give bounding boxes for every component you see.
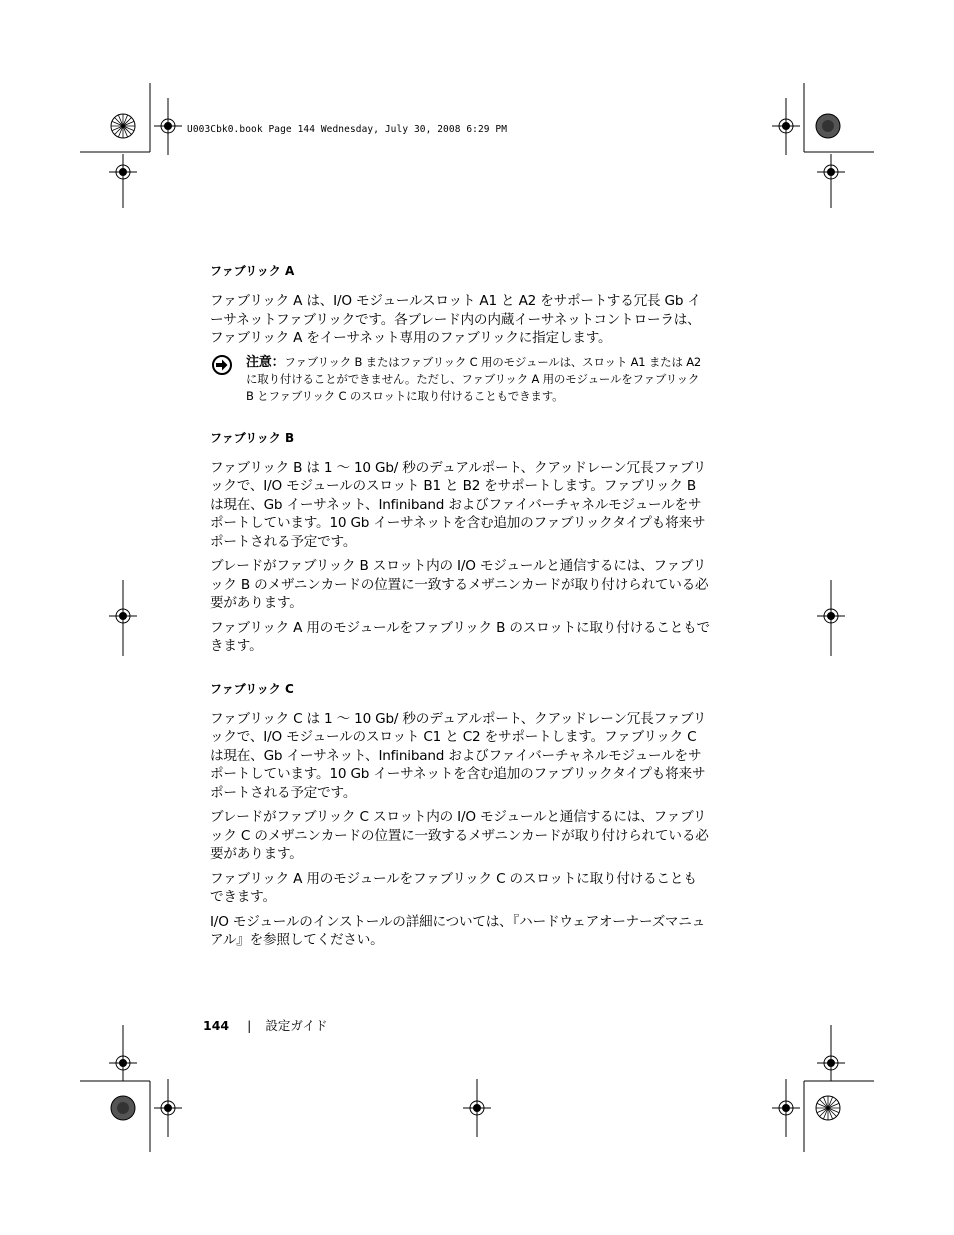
fabric-c-paragraph-2: ブレードがファブリック C スロット内の I/O モジュールと通信するには、ファブリック C のメザニンカードの位置に一致するメザニンカードが取り付けられている必要があります。 bbox=[210, 809, 709, 862]
heading-fabric-b: ファブリック B bbox=[210, 430, 295, 445]
fabric-b-paragraph-3: ファブリック A 用のモジュールをファブリック B のスロットに取り付けることもできます。 bbox=[210, 619, 710, 654]
notice-label: 注意： bbox=[246, 354, 285, 370]
fabric-b-paragraph-1: ファブリック B は 1 〜 10 Gb/ 秒のデュアルポート、クアッドレーン冗長ファブリックで、I/O モジュールのスロット B1 と B2 をサポートします。ファブリック B は現在、Gb イーサネット、Infiniband およびファイバーチャネルモジュールをサポートしています。10 Gb イーサネットを含む追加のファブリックタイプも将来サポートされる予定です。 bbox=[210, 459, 707, 550]
fabric-c-paragraph-3: ファブリック A 用のモジュールをファブリック C のスロットに取り付けることもできます。 bbox=[210, 870, 697, 905]
fabric-b-paragraph-2: ブレードがファブリック B スロット内の I/O モジュールと通信するには、ファブリック B のメザニンカードの位置に一致するメザニンカードが取り付けられている必要があります。 bbox=[210, 558, 709, 611]
heading-fabric-c: ファブリック C bbox=[210, 681, 294, 696]
page-content bbox=[210, 260, 710, 956]
footer-separator: | bbox=[247, 1018, 252, 1033]
page-footer bbox=[203, 1016, 327, 1034]
note-arrow-icon bbox=[212, 355, 232, 375]
notice-box bbox=[210, 354, 710, 405]
fabric-c-paragraph-1: ファブリック C は 1 〜 10 Gb/ 秒のデュアルポート、クアッドレーン冗長ファブリックで、I/O モジュールのスロット C1 と C2 をサポートします。ファブリック C は現在、Gb イーサネット、Infiniband およびファイバーチャネルモジュールをサポートしています。10 Gb イーサネットを含む追加のファブリックタイプも将来サポートされる予定です。 bbox=[210, 710, 707, 801]
section-title: 設定ガイド bbox=[265, 1018, 328, 1033]
heading-fabric-a: ファブリック A bbox=[210, 264, 295, 278]
page-number: 144 bbox=[203, 1018, 230, 1033]
file-info-header: U003Cbk0.book Page 144 Wednesday, July 30, 2008 6:29 PM bbox=[187, 124, 508, 135]
fabric-a-paragraph: ファブリック A は、I/O モジュールスロット A1 と A2 をサポートする冗長 Gb イーサネットファブリックです。各ブレード内の内蔵イーサネットコントローラは、ファブリック A をイーサネット専用のファブリックに指定します。 bbox=[210, 293, 701, 346]
fabric-c-paragraph-4: I/O モジュールのインストールの詳細については、『ハードウェアオーナーズマニュアル』を参照してください。 bbox=[210, 913, 706, 948]
notice-text: ファブリック B またはファブリック C 用のモジュールは、スロット A1 または A2 に取り付けることができません。ただし、ファブリック A 用のモジュールをファブリック B とファブリック C のスロットに取り付けることもできます。 bbox=[246, 354, 701, 403]
